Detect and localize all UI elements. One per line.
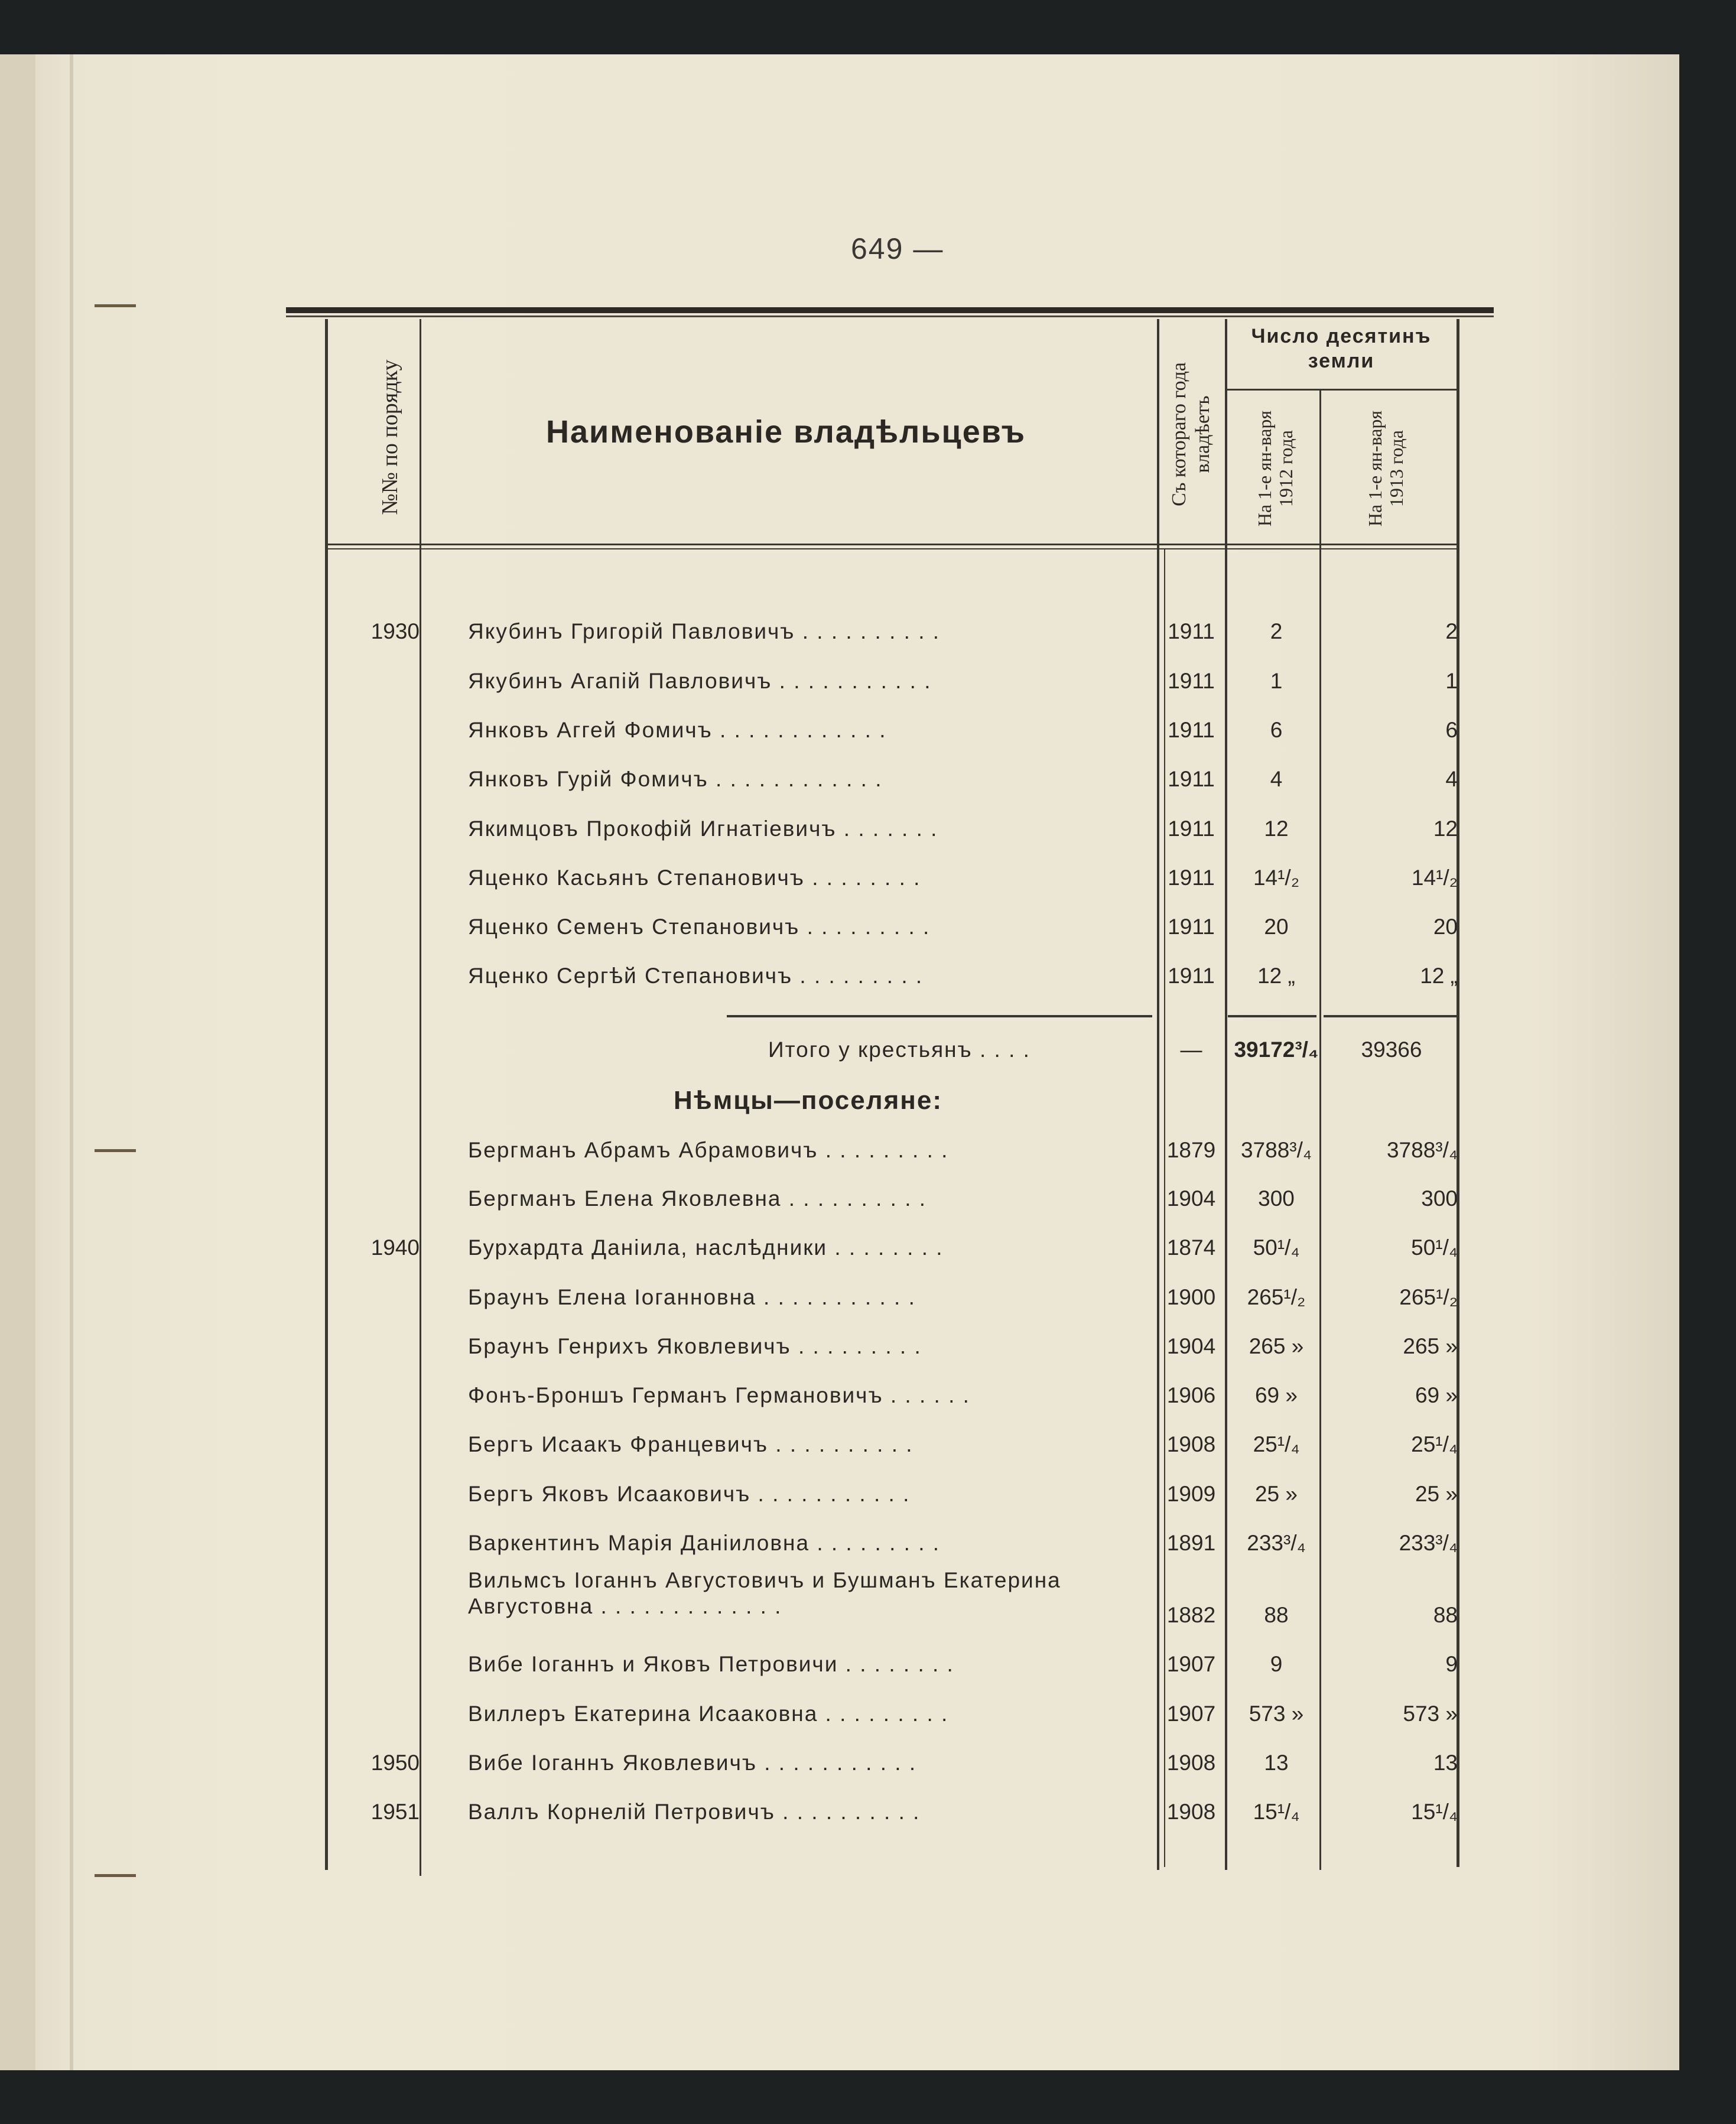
- table-row: [0, 1231, 1736, 1266]
- table-row: [0, 1280, 1736, 1316]
- land-1912-cell: 12 „: [1257, 964, 1295, 988]
- land-1912-cell: 14¹/₂: [1253, 866, 1300, 890]
- binding-stitch: [95, 304, 136, 307]
- year-cell: 1908: [1166, 1800, 1216, 1824]
- land-1913-cell: 12 „: [1420, 964, 1458, 988]
- land-1913-cell: 2: [1445, 619, 1458, 643]
- land-1912-cell: 1: [1270, 669, 1283, 693]
- land-1913-cell: 265 »: [1403, 1334, 1458, 1358]
- owner-name: Бергманъ Елена Яковлевна . . . . . . . . . .: [468, 1186, 927, 1211]
- land-1913-cell: 88: [1433, 1603, 1458, 1627]
- table-row: [0, 1378, 1736, 1414]
- land-1912-cell: 50¹/₄: [1253, 1235, 1300, 1260]
- owner-name: Яценко Семенъ Степановичъ . . . . . . . . .: [468, 915, 931, 939]
- year-cell: 1904: [1166, 1334, 1216, 1358]
- land-1913-cell: 15¹/₄: [1411, 1800, 1458, 1824]
- table-right-border: [1457, 319, 1459, 1867]
- total-rule: [1228, 1015, 1316, 1017]
- land-1913-cell: 3788³/₄: [1386, 1138, 1458, 1162]
- year-cell: 1911: [1168, 669, 1215, 693]
- owner-name: Бергманъ Абрамъ Абрамовичъ . . . . . . . . .: [468, 1138, 949, 1162]
- total-row: [0, 1033, 1736, 1068]
- table-row: [0, 1329, 1736, 1365]
- owner-name: Бурхардта Даніила, наслѣдники . . . . . . . .: [468, 1235, 944, 1260]
- table-row: [0, 664, 1736, 700]
- land-1913-cell: 9: [1445, 1652, 1458, 1676]
- year-cell: 1907: [1166, 1702, 1216, 1726]
- column-divider: [1157, 319, 1159, 1870]
- owner-name: Варкентинъ Марія Даніиловна . . . . . . . . .: [468, 1531, 941, 1555]
- owner-name: Вильмсъ Іоганнъ Августовичъ и Бушманъ Екатерина Августовна . . . . . . . . . . . . .: [468, 1568, 1061, 1618]
- owner-name: Валлъ Корнелій Петровичъ . . . . . . . . . .: [468, 1800, 921, 1824]
- total-1912: 39172³/₄: [1234, 1037, 1319, 1062]
- land-1912-cell: 3788³/₄: [1240, 1138, 1312, 1162]
- table-row: [0, 713, 1736, 749]
- year-cell: 1882: [1166, 1603, 1216, 1627]
- land-1912-cell: 9: [1270, 1652, 1283, 1676]
- year-cell: 1911: [1168, 718, 1215, 742]
- year-cell: 1909: [1166, 1482, 1216, 1506]
- binding-stitch: [95, 1874, 136, 1877]
- land-1913-cell: 233³/₄: [1399, 1531, 1458, 1555]
- owner-name: Якубинъ Агапій Павловичъ . . . . . . . . . . .: [468, 669, 932, 693]
- land-1912-cell: 4: [1270, 767, 1283, 791]
- owner-name: Яценко Касьянъ Степановичъ . . . . . . . .: [468, 866, 921, 890]
- header-land-1912: На 1-е ян-варя 1912 года: [1254, 410, 1296, 526]
- column-divider: [420, 319, 421, 1876]
- land-1913-cell: 25¹/₄: [1411, 1432, 1458, 1456]
- table-row: [0, 861, 1736, 896]
- year-cell: 1911: [1168, 619, 1215, 643]
- year-cell: 1908: [1166, 1751, 1216, 1775]
- land-1913-cell: 14¹/₂: [1411, 866, 1458, 890]
- land-1913-cell: 573 »: [1403, 1702, 1458, 1726]
- table-row: [0, 1182, 1736, 1217]
- land-1912-cell: 233³/₄: [1247, 1531, 1306, 1555]
- land-1913-cell: 265¹/₂: [1399, 1285, 1458, 1309]
- total-label: Итого у крестьянъ . . . .: [768, 1037, 1030, 1062]
- year-cell: 1879: [1166, 1138, 1216, 1162]
- total-1913: 39366: [1361, 1037, 1422, 1062]
- owner-name: Якимцовъ Прокофій Игнатіевичъ . . . . . . .: [468, 817, 938, 841]
- land-1912-cell: 573 »: [1249, 1702, 1304, 1726]
- page-number: 649 —: [851, 232, 944, 265]
- land-1912-cell: 13: [1264, 1751, 1289, 1775]
- table-row: [0, 614, 1736, 650]
- land-1913-cell: 13: [1433, 1751, 1458, 1775]
- year-cell: 1911: [1168, 767, 1215, 791]
- land-1912-cell: 265¹/₂: [1247, 1285, 1306, 1309]
- land-1913-cell: 50¹/₄: [1411, 1235, 1458, 1260]
- section-title: Нѣмцы—поселяне:: [674, 1086, 943, 1115]
- owner-name: Браунъ Генрихъ Яковлевичъ . . . . . . . . .: [468, 1334, 922, 1358]
- column-divider: [1225, 319, 1227, 1870]
- total-rule: [1324, 1015, 1457, 1017]
- year-cell: 1911: [1168, 964, 1215, 988]
- table-row: [0, 1133, 1736, 1169]
- land-1912-cell: 15¹/₄: [1253, 1800, 1300, 1824]
- land-1913-cell: 300: [1421, 1186, 1458, 1211]
- owner-name: Вибе Іоганнъ и Яковъ Петровичи . . . . . . . .: [468, 1652, 954, 1676]
- table-row: [0, 762, 1736, 798]
- year-cell: 1911: [1168, 915, 1215, 939]
- owner-name: Виллеръ Екатерина Исааковна . . . . . . . . .: [468, 1702, 949, 1726]
- header-year: Съ котораго года владѣетъ: [1168, 362, 1214, 506]
- header-land: Число десятинъ земли: [1251, 325, 1432, 372]
- land-1912-cell: 25 »: [1254, 1482, 1298, 1506]
- year-cell: 1904: [1166, 1186, 1216, 1211]
- owner-name: Бергъ Яковъ Исааковичъ . . . . . . . . . . .: [468, 1482, 911, 1506]
- land-1913-cell: 69 »: [1415, 1383, 1458, 1407]
- header-number: №№ по порядку: [378, 359, 402, 515]
- land-1912-cell: 265 »: [1249, 1334, 1304, 1358]
- land-1913-cell: 6: [1445, 718, 1458, 742]
- owner-name: Фонъ-Броншъ Германъ Германовичъ . . . . . .: [468, 1383, 970, 1407]
- total-year: —: [1180, 1037, 1202, 1062]
- land-1912-cell: 300: [1258, 1186, 1295, 1211]
- year-cell: 1911: [1168, 866, 1215, 890]
- year-cell: 1874: [1166, 1235, 1216, 1260]
- top-rule-thin: [286, 315, 1494, 317]
- owner-name: Вибе Іоганнъ Яковлевичъ . . . . . . . . . . .: [468, 1751, 917, 1775]
- table-row: [0, 1477, 1736, 1513]
- land-1912-cell: 88: [1264, 1603, 1289, 1627]
- row-number: 1950: [370, 1751, 420, 1775]
- land-1913-cell: 12: [1433, 817, 1458, 841]
- land-1912-cell: 6: [1270, 718, 1283, 742]
- land-1913-cell: 1: [1445, 669, 1458, 693]
- year-cell: 1907: [1166, 1652, 1216, 1676]
- land-1912-cell: 12: [1264, 817, 1289, 841]
- table-row: [0, 1746, 1736, 1781]
- table-row: [0, 1568, 1736, 1634]
- header-land-1913: На 1-е ян-варя 1913 года: [1364, 410, 1407, 526]
- owner-name: Янковъ Аггей Фомичъ . . . . . . . . . . . .: [468, 718, 887, 742]
- header-bottom-rule-thin: [325, 548, 1459, 549]
- owner-name: Яценко Сергѣй Степановичъ . . . . . . . . .: [468, 964, 924, 988]
- land-1912-cell: 2: [1270, 619, 1283, 643]
- table-row: [0, 1697, 1736, 1732]
- table-row: [0, 1647, 1736, 1683]
- top-rule: [286, 307, 1494, 313]
- owner-name: Бергъ Исаакъ Францевичъ . . . . . . . . . .: [468, 1432, 913, 1456]
- year-cell: 1908: [1166, 1432, 1216, 1456]
- row-number: 1940: [370, 1235, 420, 1260]
- table-left-border: [325, 319, 328, 1870]
- table-row: [0, 1795, 1736, 1830]
- row-number: 1951: [370, 1800, 420, 1824]
- owner-name: Якубинъ Григорій Павловичъ . . . . . . . . . .: [468, 619, 941, 643]
- total-rule: [727, 1015, 1152, 1017]
- year-cell: 1891: [1166, 1531, 1216, 1555]
- land-1912-cell: 25¹/₄: [1253, 1432, 1300, 1456]
- year-cell: 1911: [1168, 817, 1215, 841]
- owner-name: Браунъ Елена Іоганновна . . . . . . . . . . .: [468, 1285, 916, 1309]
- table-row: [0, 812, 1736, 847]
- land-1913-cell: 25 »: [1415, 1482, 1458, 1506]
- table-row: [0, 910, 1736, 945]
- land-1913-cell: 20: [1433, 915, 1458, 939]
- table-row: [0, 1427, 1736, 1463]
- header-owner-name: Наименованіе владѣльцевъ: [546, 414, 1026, 450]
- land-1912-cell: 69 »: [1254, 1383, 1298, 1407]
- year-cell: 1906: [1166, 1383, 1216, 1407]
- row-number: 1930: [370, 619, 420, 643]
- owner-name: Янковъ Гурій Фомичъ . . . . . . . . . . . .: [468, 767, 883, 791]
- land-1912-cell: 20: [1264, 915, 1289, 939]
- table-row: [0, 1526, 1736, 1562]
- land-1913-cell: 4: [1445, 767, 1458, 791]
- table-row: [0, 959, 1736, 994]
- year-cell: 1900: [1166, 1285, 1216, 1309]
